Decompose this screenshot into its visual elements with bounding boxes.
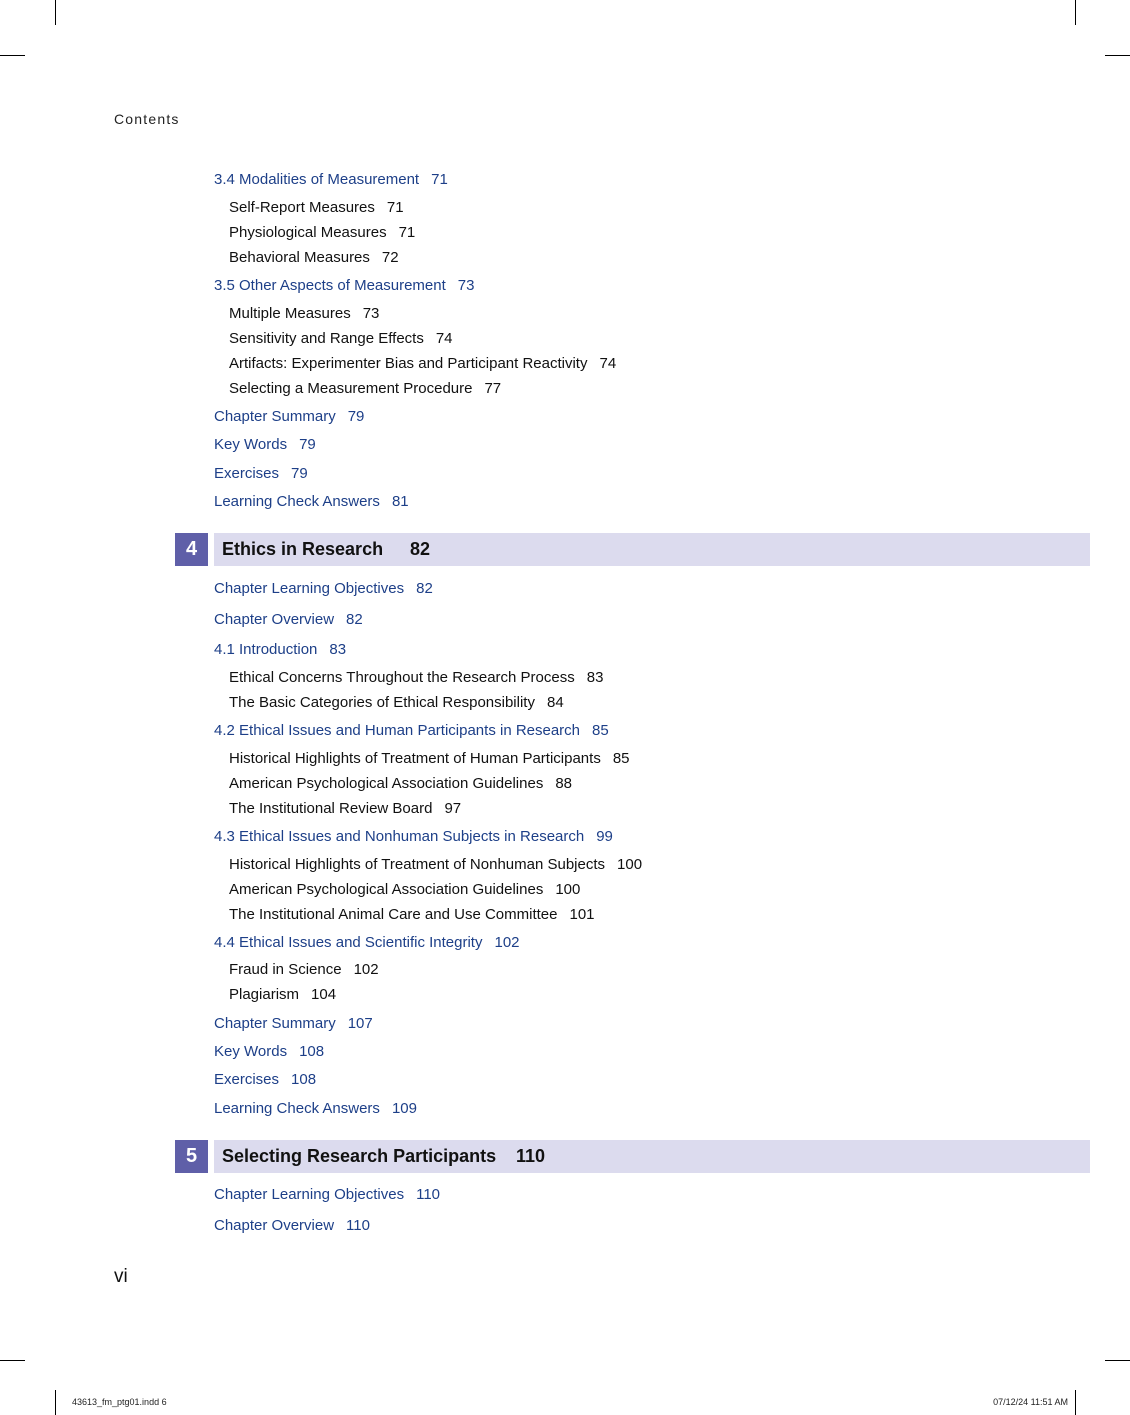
- toc-entry-page: 73: [362, 305, 380, 322]
- toc-entry-page: 100: [555, 881, 581, 898]
- toc-subsection[interactable]: [229, 355, 616, 372]
- toc-entry-page: 97: [444, 800, 462, 817]
- toc-subsection[interactable]: [229, 750, 630, 767]
- toc-section[interactable]: [214, 465, 308, 482]
- chapter-number-badge: 4: [175, 533, 208, 566]
- toc-entry-text: Fraud in Science: [229, 961, 342, 978]
- toc-entry-text: Ethical Concerns Throughout the Research Process: [229, 669, 575, 686]
- toc-subsection[interactable]: [229, 856, 642, 873]
- toc-section[interactable]: [214, 171, 448, 188]
- toc-entry-text: Physiological Measures: [229, 224, 387, 241]
- toc-section[interactable]: [214, 1186, 440, 1203]
- toc-entry-text: The Institutional Review Board: [229, 800, 433, 817]
- toc-entry-text: 4.3 Ethical Issues and Nonhuman Subjects in Research: [214, 828, 585, 845]
- toc-section[interactable]: [214, 408, 364, 425]
- toc-entry-page: 110: [346, 1217, 370, 1234]
- toc-entry-text: 4.4 Ethical Issues and Scientific Integrity: [214, 934, 483, 951]
- toc-section[interactable]: [214, 436, 316, 453]
- toc-section[interactable]: [214, 1015, 373, 1032]
- crop-mark: [1105, 55, 1130, 56]
- toc-entry-text: Artifacts: Experimenter Bias and Participant Reactivity: [229, 355, 588, 372]
- toc-section[interactable]: [214, 722, 609, 739]
- toc-subsection[interactable]: [229, 694, 564, 711]
- toc-subsection[interactable]: [229, 669, 603, 686]
- toc-subsection[interactable]: [229, 380, 501, 397]
- toc-entry-text: Chapter Summary: [214, 1015, 336, 1032]
- toc-entry-text: Self-Report Measures: [229, 199, 375, 216]
- toc-entry-text: Chapter Summary: [214, 408, 336, 425]
- toc-section[interactable]: [214, 1071, 316, 1088]
- chapter-heading[interactable]: [214, 1140, 1090, 1173]
- toc-subsection[interactable]: [229, 800, 461, 817]
- crop-mark: [55, 1390, 56, 1415]
- toc-entry-text: Key Words: [214, 436, 288, 453]
- toc-entry-text: Exercises: [214, 1071, 280, 1088]
- toc-entry-text: Multiple Measures: [229, 305, 351, 322]
- toc-entry-page: 79: [291, 465, 308, 482]
- chapter-heading[interactable]: [214, 533, 1090, 566]
- crop-mark: [1105, 1360, 1130, 1361]
- toc-entry-page: 110: [416, 1186, 441, 1203]
- toc-entry-page: 84: [546, 694, 564, 711]
- toc-entry-text: American Psychological Association Guidelines: [229, 775, 544, 792]
- toc-entry-page: 102: [494, 934, 520, 951]
- toc-entry-page: 74: [599, 355, 617, 372]
- toc-entry-page: 81: [391, 493, 409, 510]
- toc-subsection[interactable]: [229, 305, 379, 322]
- toc-entry-page: 83: [586, 669, 604, 686]
- toc-entry-page: 71: [386, 199, 404, 216]
- toc-entry-text: Chapter Learning Objectives: [214, 580, 405, 597]
- toc-section[interactable]: [214, 641, 346, 658]
- toc-subsection[interactable]: [229, 881, 580, 898]
- toc-entry-text: Chapter Overview: [214, 611, 335, 628]
- toc-entry-text: Historical Highlights of Treatment of Nonhuman Subjects: [229, 856, 606, 873]
- toc-entry-page: 108: [291, 1071, 317, 1088]
- toc-entry-page: 83: [329, 641, 347, 658]
- toc-entry-text: 4.2 Ethical Issues and Human Participants in Research: [214, 722, 581, 739]
- toc-entry-page: 71: [431, 171, 448, 188]
- crop-mark: [0, 55, 25, 56]
- toc-entry-page: 109: [391, 1100, 417, 1117]
- toc-section[interactable]: [214, 1043, 324, 1060]
- toc-entry-page: 77: [484, 380, 502, 397]
- crop-mark: [1075, 0, 1076, 25]
- toc-entry-text: 4.1 Introduction: [214, 641, 318, 658]
- chapter-title: Selecting Research Participants: [222, 1146, 497, 1166]
- crop-mark: [0, 1360, 25, 1361]
- toc-subsection[interactable]: [229, 961, 379, 978]
- toc-section[interactable]: [214, 277, 474, 294]
- toc-entry-text: Historical Highlights of Treatment of Human Participants: [229, 750, 601, 767]
- toc-entry-text: Behavioral Measures: [229, 249, 370, 266]
- toc-entry-text: 3.4 Modalities of Measurement: [214, 171, 420, 188]
- toc-entry-page: 73: [457, 277, 475, 294]
- slug-file-info: 43613_fm_ptg01.indd 6: [72, 1397, 167, 1407]
- toc-entry-page: 85: [612, 750, 630, 767]
- toc-section[interactable]: [214, 1217, 370, 1234]
- chapter-number-badge: 5: [175, 1140, 208, 1173]
- toc-subsection[interactable]: [229, 199, 404, 216]
- chapter-title: Ethics in Research: [222, 539, 384, 559]
- toc-entry-page: 82: [346, 611, 363, 628]
- crop-mark: [1075, 1390, 1076, 1415]
- toc-entry-page: 71: [398, 224, 416, 241]
- toc-entry-page: 79: [347, 408, 365, 425]
- toc-entry-page: 101: [569, 906, 595, 923]
- toc-entry-text: Sensitivity and Range Effects: [229, 330, 424, 347]
- toc-entry-page: 108: [299, 1043, 325, 1060]
- chapter-page: 110: [516, 1146, 546, 1166]
- toc-section[interactable]: [214, 1100, 417, 1117]
- toc-entry-page: 88: [555, 775, 573, 792]
- toc-entry-page: 100: [617, 856, 643, 873]
- toc-entry-page: 72: [381, 249, 399, 266]
- toc-subsection[interactable]: [229, 330, 453, 347]
- toc-subsection[interactable]: [229, 775, 572, 792]
- toc-entry-text: Exercises: [214, 465, 280, 482]
- toc-entry-text: Learning Check Answers: [214, 1100, 380, 1117]
- toc-section[interactable]: [214, 580, 433, 597]
- toc-entry-page: 79: [299, 436, 316, 453]
- toc-entry-text: Chapter Learning Objectives: [214, 1186, 405, 1203]
- toc-entry-text: Chapter Overview: [214, 1217, 335, 1234]
- toc-subsection[interactable]: [229, 906, 595, 923]
- toc-entry-text: American Psychological Association Guidelines: [229, 881, 544, 898]
- toc-entry-page: 102: [353, 961, 379, 978]
- toc-section[interactable]: [214, 934, 520, 951]
- slug-timestamp: 07/12/24 11:51 AM: [993, 1397, 1068, 1407]
- toc-entry-page: 104: [311, 986, 337, 1003]
- chapter-page: 82: [410, 539, 431, 559]
- toc-entry-page: 82: [416, 580, 433, 597]
- toc-entry-text: Selecting a Measurement Procedure: [229, 380, 473, 397]
- toc-section[interactable]: [214, 611, 363, 628]
- toc-entry-text: Learning Check Answers: [214, 493, 380, 510]
- toc-section[interactable]: [214, 493, 409, 510]
- toc-subsection[interactable]: [229, 986, 336, 1003]
- toc-entry-page: 74: [435, 330, 453, 347]
- toc-entry-text: Plagiarism: [229, 986, 300, 1003]
- toc-subsection[interactable]: [229, 224, 415, 241]
- toc-entry-page: 99: [596, 828, 613, 845]
- crop-mark: [55, 0, 56, 25]
- toc-entry-text: 3.5 Other Aspects of Measurement: [214, 277, 446, 294]
- toc-entry-text: Key Words: [214, 1043, 288, 1060]
- page-folio: vi: [114, 1266, 128, 1287]
- toc-section[interactable]: [214, 828, 613, 845]
- toc-entry-page: 107: [347, 1015, 373, 1032]
- toc-entry-page: 85: [592, 722, 609, 739]
- toc-subsection[interactable]: [229, 249, 399, 266]
- toc-entry-text: The Institutional Animal Care and Use Committee: [229, 906, 558, 923]
- toc-entry-text: The Basic Categories of Ethical Responsibility: [229, 694, 535, 711]
- running-head: Contents: [114, 111, 180, 127]
